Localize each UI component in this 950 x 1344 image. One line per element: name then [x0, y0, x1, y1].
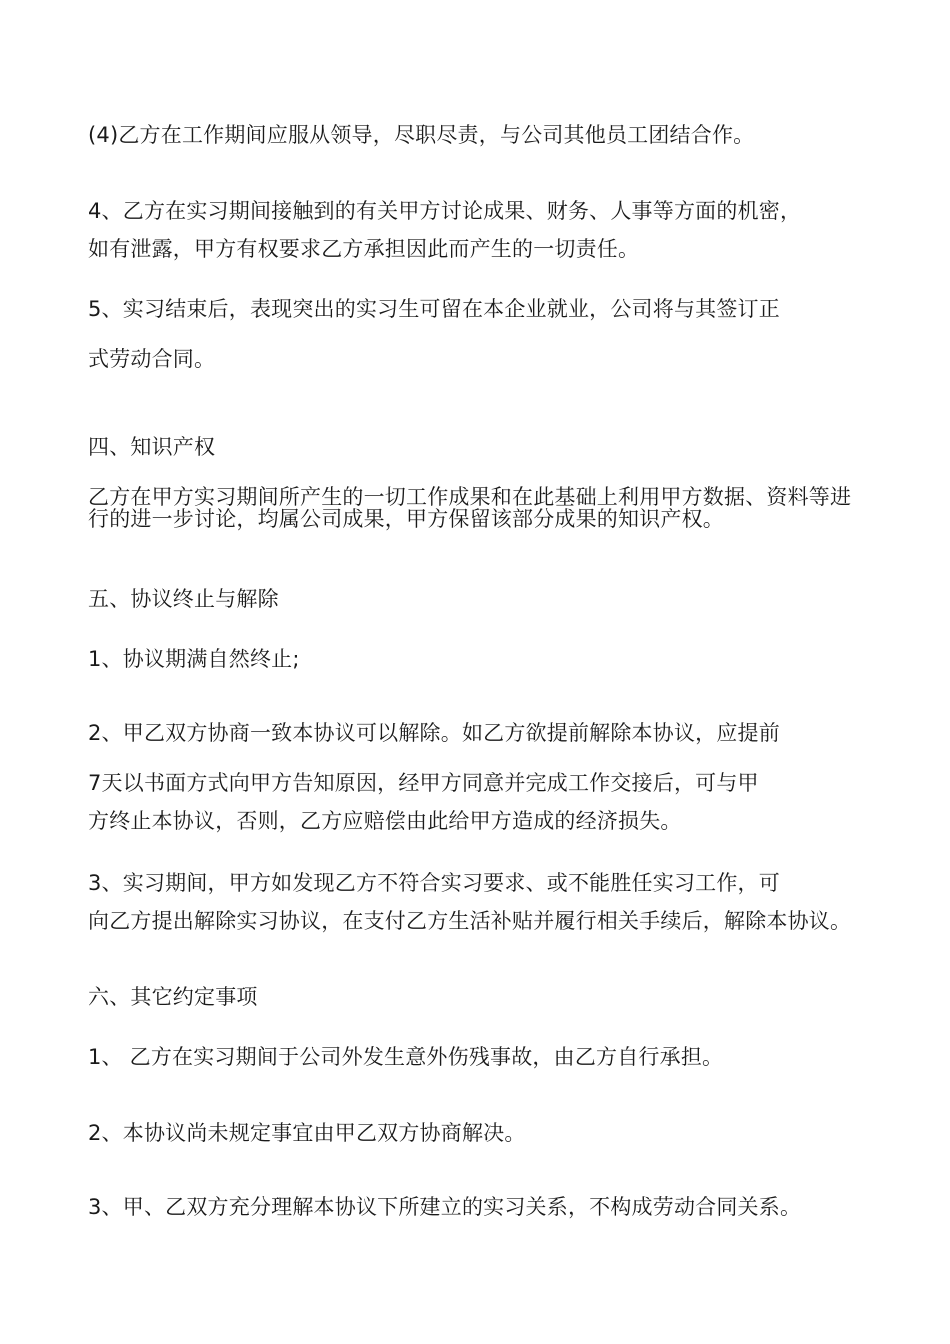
- section-heading-ip: 四、知识产权: [88, 435, 216, 459]
- termination-clause-2-line2: 7天以书面方式向甲方告知原因，经甲方同意并完成工作交接后，可与甲: [88, 771, 759, 795]
- clause-5-line2: 式劳动合同。: [88, 347, 216, 371]
- ip-paragraph: 乙方在甲方实习期间所产生的一切工作成果和在此基础上利用甲方数据、资料等进行的进一步讨论，均属公司成果，甲方保留该部分成果的知识产权。: [88, 485, 852, 531]
- other-clause-3: 3、甲、乙双方充分理解本协议下所建立的实习关系，不构成劳动合同关系。: [88, 1195, 802, 1219]
- termination-clause-3-line1: 3、实习期间，甲方如发现乙方不符合实习要求、或不能胜任实习工作，可: [88, 871, 780, 895]
- other-clause-1: 1、 乙方在实习期间于公司外发生意外伤残事故，由乙方自行承担。: [88, 1045, 724, 1069]
- termination-clause-3-rest: 向乙方提出解除实习协议，在支付乙方生活补贴并履行相关手续后，解除本协议。: [88, 909, 852, 933]
- clause-5-line1: 5、实习结束后，表现突出的实习生可留在本企业就业，公司将与其签订正: [88, 297, 780, 321]
- clause-4-4: (4)乙方在工作期间应服从领导，尽职尽责，与公司其他员工团结合作。: [88, 123, 755, 147]
- section-heading-other: 六、其它约定事项: [88, 985, 258, 1009]
- termination-clause-2-line3: 方终止本协议，否则，乙方应赔偿由此给甲方造成的经济损失。: [88, 809, 682, 833]
- termination-clause-1: 1、协议期满自然终止;: [88, 647, 300, 671]
- other-clause-2: 2、本协议尚未规定事宜由甲乙双方协商解决。: [88, 1121, 526, 1145]
- clause-4-line1: 4、乙方在实习期间接触到的有关甲方讨论成果、财务、人事等方面的机密，: [88, 199, 802, 223]
- termination-clause-2-line1: 2、甲乙双方协商一致本协议可以解除。如乙方欲提前解除本协议，应提前: [88, 721, 780, 745]
- section-heading-termination: 五、协议终止与解除: [88, 587, 279, 611]
- clause-4-line2: 如有泄露，甲方有权要求乙方承担因此而产生的一切责任。: [88, 237, 640, 261]
